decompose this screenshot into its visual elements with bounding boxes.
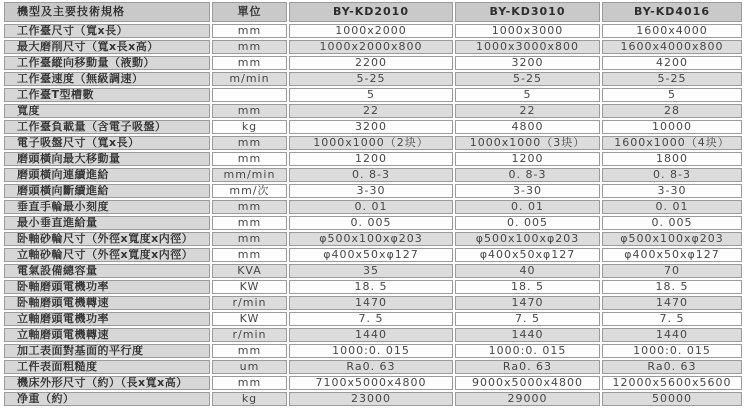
row-value-cell-3: φ500x100xφ203	[602, 232, 742, 246]
table-row	[4, 120, 742, 134]
table-row	[4, 312, 742, 326]
row-value-cell-3: 5-25	[602, 72, 742, 86]
row-value-cell-2: 1440	[455, 328, 600, 342]
row-value-cell-3: 12000x5600x5600	[602, 376, 742, 390]
row-value-cell-1: φ500x100xφ203	[289, 232, 453, 246]
table-row	[4, 264, 742, 278]
row-value-cell-1: 3-30	[289, 184, 453, 198]
table-row	[4, 344, 742, 358]
row-value-cell-3: 1600x4000	[602, 24, 742, 38]
row-unit-cell: mm/min	[212, 168, 287, 182]
table-row	[4, 104, 742, 118]
row-value-cell-3: 50000	[602, 392, 742, 406]
row-value-cell-3: 28	[602, 104, 742, 118]
table-row	[4, 24, 742, 38]
row-label-cell: 最大磨削尺寸（寬x長x高）	[4, 40, 210, 54]
row-value-cell-1: φ400x50xφ127	[289, 248, 453, 262]
row-unit-cell: mm/次	[212, 184, 287, 198]
row-value-cell-2: 0. 8-3	[455, 168, 600, 182]
row-label-cell: 立軸砂輪尺寸（外徑x寬度x内徑）	[4, 248, 210, 262]
row-value-cell-2: 18. 5	[455, 280, 600, 294]
table-row	[4, 56, 742, 70]
row-unit-cell: mm	[212, 104, 287, 118]
row-value-cell-2: 4800	[455, 120, 600, 134]
unit-header-cell: 單位	[212, 2, 287, 22]
row-value-cell-2: 5-25	[455, 72, 600, 86]
row-value-cell-1: 5-25	[289, 72, 453, 86]
row-value-cell-2: 22	[455, 104, 600, 118]
row-unit-cell: mm	[212, 200, 287, 214]
row-value-cell-1: 7. 5	[289, 312, 453, 326]
row-label-cell: 電氣設備總容量	[4, 264, 210, 278]
row-value-cell-2: 1470	[455, 296, 600, 310]
table-row	[4, 136, 742, 150]
row-unit-cell: mm	[212, 376, 287, 390]
row-value-cell-1: 23000	[289, 392, 453, 406]
row-value-cell-3: 10000	[602, 120, 742, 134]
row-value-cell-2: Ra0. 63	[455, 360, 600, 374]
row-unit-cell: mm	[212, 24, 287, 38]
table-row	[4, 328, 742, 342]
row-value-cell-3: 4200	[602, 56, 742, 70]
row-value-cell-3: 5	[602, 88, 742, 102]
row-unit-cell: mm	[212, 136, 287, 150]
row-value-cell-1: 1470	[289, 296, 453, 310]
table-row	[4, 72, 742, 86]
row-value-cell-3: 0. 01	[602, 200, 742, 214]
row-unit-cell: mm	[212, 344, 287, 358]
table-row	[4, 184, 742, 198]
table-row	[4, 232, 742, 246]
row-value-cell-2: 7. 5	[455, 312, 600, 326]
row-value-cell-3: φ400x50xφ127	[602, 248, 742, 262]
row-value-cell-2: 1200	[455, 152, 600, 166]
row-value-cell-3: 18. 5	[602, 280, 742, 294]
row-unit-cell: KVA	[212, 264, 287, 278]
row-label-cell: 卧軸磨頭電機功率	[4, 280, 210, 294]
row-value-cell-1: 2200	[289, 56, 453, 70]
table-row	[4, 296, 742, 310]
row-label-cell: 磨頭橫向連續進給	[4, 168, 210, 182]
row-value-cell-3: 1440	[602, 328, 742, 342]
row-value-cell-2: 0. 01	[455, 200, 600, 214]
row-label-cell: 加工表面對基面的平行度	[4, 344, 210, 358]
row-label-cell: 立軸磨頭電機功率	[4, 312, 210, 326]
row-unit-cell: kg	[212, 392, 287, 406]
row-value-cell-3: 7. 5	[602, 312, 742, 326]
machine-spec-table	[2, 0, 744, 408]
row-label-cell: 最小垂直進給量	[4, 216, 210, 230]
row-label-cell: 磨頭橫向斷續進給	[4, 184, 210, 198]
model-header-1: BY-KD2010	[289, 2, 453, 22]
row-value-cell-3: 1000:0. 015	[602, 344, 742, 358]
row-label-cell: 磨頭橫向最大移動量	[4, 152, 210, 166]
row-value-cell-1: 1200	[289, 152, 453, 166]
row-unit-cell: mm	[212, 248, 287, 262]
row-value-cell-1: 1000:0. 015	[289, 344, 453, 358]
table-row	[4, 280, 742, 294]
row-label-cell: 工件表面粗糙度	[4, 360, 210, 374]
row-value-cell-1: 0. 01	[289, 200, 453, 214]
row-unit-cell: mm	[212, 56, 287, 70]
row-value-cell-1: 1000x2000x800	[289, 40, 453, 54]
row-value-cell-3: 3-30	[602, 184, 742, 198]
row-value-cell-2: φ400x50xφ127	[455, 248, 600, 262]
table-row	[4, 360, 742, 374]
row-unit-cell: r/min	[212, 328, 287, 342]
table-row	[4, 152, 742, 166]
row-unit-cell: mm	[212, 40, 287, 54]
model-header-3: BY-KD4016	[602, 2, 742, 22]
row-label-cell: 寬度	[4, 104, 210, 118]
row-value-cell-2: φ500x100xφ203	[455, 232, 600, 246]
row-label-cell: 工作臺速度（無級調速）	[4, 72, 210, 86]
row-value-cell-1: Ra0. 63	[289, 360, 453, 374]
row-value-cell-1: 1000x2000	[289, 24, 453, 38]
table-row	[4, 40, 742, 54]
row-value-cell-3: 1470	[602, 296, 742, 310]
row-value-cell-1: 0. 8-3	[289, 168, 453, 182]
row-label-cell: 電子吸盤尺寸（寬x長）	[4, 136, 210, 150]
row-value-cell-2: 5	[455, 88, 600, 102]
row-value-cell-2: 1000x3000	[455, 24, 600, 38]
table-row	[4, 376, 742, 390]
row-label-cell: 净重（約）	[4, 392, 210, 406]
row-value-cell-1: 1440	[289, 328, 453, 342]
row-unit-cell: r/min	[212, 296, 287, 310]
row-value-cell-2: 1000x1000（3块）	[455, 136, 600, 150]
row-unit-cell: KW	[212, 312, 287, 326]
row-value-cell-1: 18. 5	[289, 280, 453, 294]
row-label-cell: 工作臺T型槽數	[4, 88, 210, 102]
row-label-cell: 機床外形尺寸（約）（長x寬x高）	[4, 376, 210, 390]
row-value-cell-2: 3-30	[455, 184, 600, 198]
row-value-cell-2: 40	[455, 264, 600, 278]
row-value-cell-1: 35	[289, 264, 453, 278]
row-unit-cell: mm	[212, 232, 287, 246]
table-row	[4, 88, 742, 102]
row-value-cell-3: Ra0. 63	[602, 360, 742, 374]
row-value-cell-2: 9000x5000x4800	[455, 376, 600, 390]
row-value-cell-3: 1600x4000x800	[602, 40, 742, 54]
row-value-cell-3: 1600x1000（4块）	[602, 136, 742, 150]
row-value-cell-2: 3200	[455, 56, 600, 70]
row-unit-cell: kg	[212, 120, 287, 134]
row-unit-cell: m/min	[212, 72, 287, 86]
row-value-cell-3: 0. 8-3	[602, 168, 742, 182]
row-value-cell-3: 1800	[602, 152, 742, 166]
row-value-cell-3: 0. 005	[602, 216, 742, 230]
table-row	[4, 248, 742, 262]
row-unit-cell: mm	[212, 216, 287, 230]
row-value-cell-1: 7100x5000x4800	[289, 376, 453, 390]
row-value-cell-2: 1000x3000x800	[455, 40, 600, 54]
row-label-cell: 卧軸砂輪尺寸（外徑x寬度x内徑）	[4, 232, 210, 246]
row-value-cell-1: 0. 005	[289, 216, 453, 230]
table-row	[4, 200, 742, 214]
row-value-cell-2: 0. 005	[455, 216, 600, 230]
row-value-cell-1: 1000x1000（2块）	[289, 136, 453, 150]
row-value-cell-2: 1000:0. 015	[455, 344, 600, 358]
row-label-cell: 卧軸磨頭電機轉速	[4, 296, 210, 310]
row-unit-cell	[212, 88, 287, 102]
row-label-cell: 垂直手輪最小刻度	[4, 200, 210, 214]
row-label-cell: 立軸磨頭電機轉速	[4, 328, 210, 342]
table-header-row	[4, 2, 742, 22]
row-label-cell: 工作臺負載量（含電子吸盤）	[4, 120, 210, 134]
table-row	[4, 392, 742, 406]
table-row	[4, 168, 742, 182]
row-value-cell-1: 22	[289, 104, 453, 118]
row-unit-cell: um	[212, 360, 287, 374]
spec-header-cell: 機型及主要技術規格	[4, 2, 210, 22]
row-value-cell-1: 5	[289, 88, 453, 102]
row-label-cell: 工作臺縱向移動量（液動）	[4, 56, 210, 70]
table-row	[4, 216, 742, 230]
row-value-cell-2: 29000	[455, 392, 600, 406]
row-unit-cell: KW	[212, 280, 287, 294]
model-header-2: BY-KD3010	[455, 2, 600, 22]
row-label-cell: 工作臺尺寸（寬x長）	[4, 24, 210, 38]
row-unit-cell: mm	[212, 152, 287, 166]
row-value-cell-3: 70	[602, 264, 742, 278]
row-value-cell-1: 3200	[289, 120, 453, 134]
